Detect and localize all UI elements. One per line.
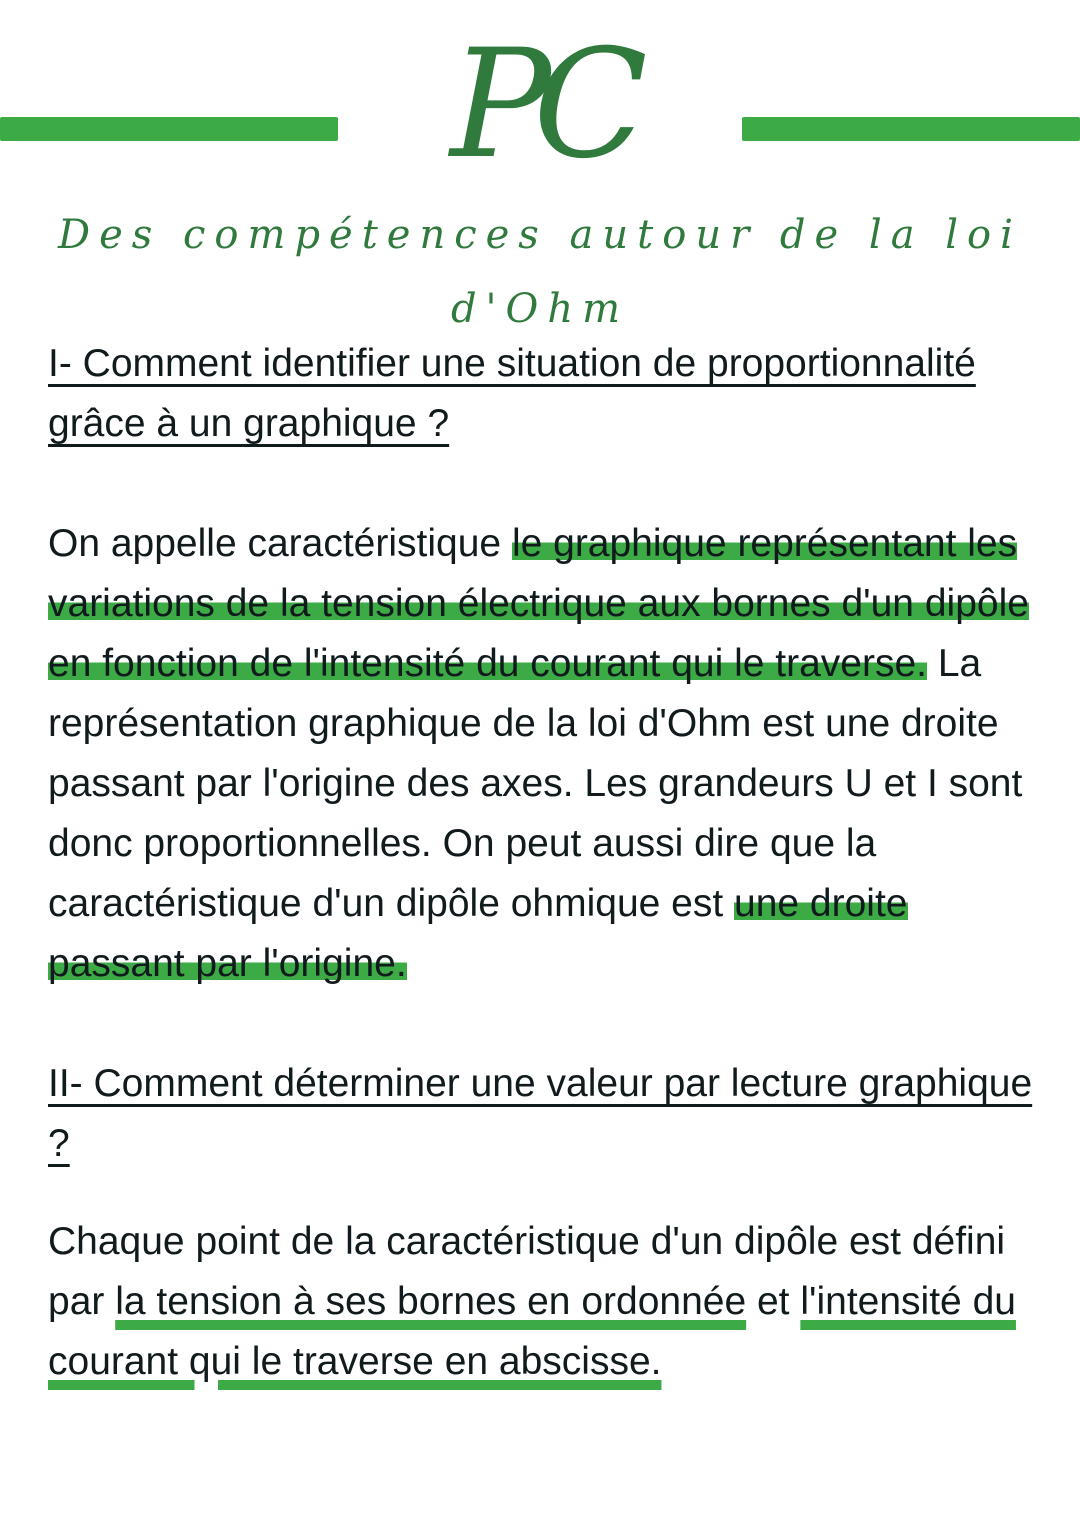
content [48,334,1038,1392]
section-2-underline-1: la tension à ses bornes en ordonnée [115,1280,747,1323]
section-2-heading: II- Comment déterminer une valeur par lecture graphique ? [48,1062,1033,1165]
section-1-text-2: La représentation graphique de la loi d'Ohm est une droite passant par l'origine des axes. Les grandeurs U et I sont donc proportionnelles. On peut aussi dire que la caractéristique d'un dipôle ohmique est [48,642,1023,925]
header-bar-left [0,117,338,141]
section-2-paragraph [48,1212,1038,1392]
section-1-paragraph [48,514,1038,994]
logo: PC [450,18,630,192]
section-1-heading: I- Comment identifier une situation de proportionnalité grâce à un graphique ? [48,342,976,445]
header-bar-right [742,117,1080,141]
section-2-text-2: et [746,1280,801,1323]
section-1-highlight-1: le graphique représentant les variations de la tension électrique aux bornes d'un dipôle en fonction de l'intensité du courant qui le traverse. [48,522,1029,685]
section-2-text-1: Chaque point de la caractéristique d'un dipôle est défini par [48,1220,1006,1323]
section-2-underline-2: l'intensité du courant qui le traverse en abscisse. [48,1280,1016,1383]
page-subtitle: Des compétences autour de la loi d'Ohm [58,212,1022,332]
section-2 [48,1054,1038,1392]
section-1-highlight-2: une droite passant par l'origine. [48,882,908,985]
section-1-text-1: On appelle caractéristique [48,522,512,565]
section-1 [48,334,1038,994]
